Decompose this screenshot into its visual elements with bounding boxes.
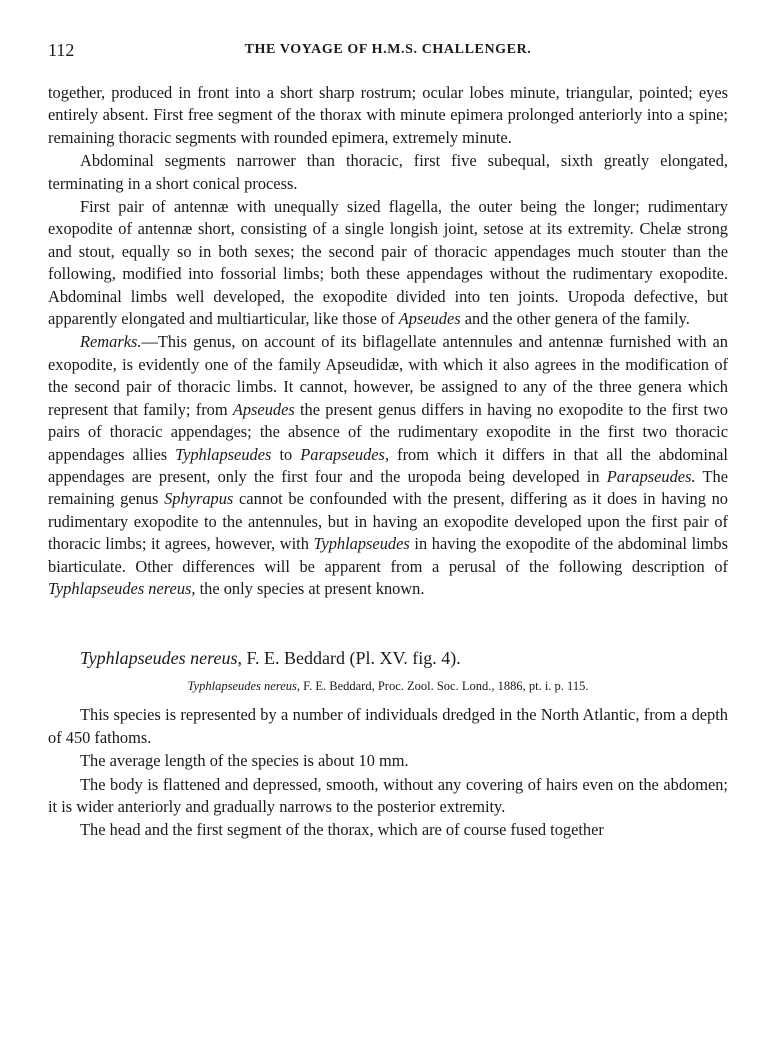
paragraph-abdominal-segments: Abdominal segments narrower than thoracic, first five subequal, sixth greatly elongated, terminating in a short conical process. bbox=[48, 151, 728, 193]
genus-name: Parapseudes, bbox=[300, 444, 390, 464]
text-run: the present genus differs in having no exopodite to the first two pairs of thoracic appendages; the absence of the rudimentary exopodite in the first two thoracic appendages allies bbox=[48, 399, 728, 464]
paragraph-head-thorax: The head and the first segment of the thorax, which are of course fused together bbox=[80, 820, 604, 840]
genus-name: Typhlapseudes bbox=[175, 444, 272, 464]
genus-name: Apseudes bbox=[232, 399, 295, 419]
synonymy-citation bbox=[48, 678, 728, 694]
remarks-label: Remarks. bbox=[80, 332, 142, 352]
text-run: in having the exopodite of the abdominal limbs biarticulate. Other differences will be apparent from a perusal of the following description of bbox=[48, 534, 728, 576]
citation-name: Typhlapseudes nereus, bbox=[187, 679, 301, 694]
running-title: THE VOYAGE OF H.M.S. CHALLENGER. bbox=[244, 42, 532, 57]
species-name: Typhlapseudes nereus, bbox=[48, 578, 196, 598]
text-run: the only species at present known. bbox=[199, 578, 425, 598]
text-run: to bbox=[279, 444, 293, 464]
paragraph-length: The average length of the species is about 10 mm. bbox=[80, 751, 409, 771]
text-run: First pair of antennæ with unequally sized flagella, the outer being the longer; rudimentary exopodite of antennæ short, consisting of a single longish joint, setose at its extremity. Chelæ strong and stout, equally so in both sexes; the second pair of thoracic appendages much stouter than the following, modified into fossorial limbs; both these appendages without the rudimentary exopodite. Abdominal limbs well developed, the exopodite divided into ten joints. Uropoda defective, but apparently elongated and multiarticular, like those of bbox=[48, 197, 728, 329]
paragraph-remarks bbox=[48, 331, 728, 600]
genus-name: Typhlapseudes bbox=[313, 534, 410, 554]
text-run: cannot be confounded with the present, differing as it does in having no rudimentary exopodite to the antennules, but in having an exopodite developed upon the first pair of thoracic limbs; it agrees, however, with bbox=[48, 489, 729, 554]
text-run: and the other genera of the family. bbox=[464, 309, 690, 329]
species-heading-name: Typhlapseudes nereus, bbox=[80, 648, 242, 669]
page-number: 112 bbox=[48, 40, 75, 60]
paragraph-specimens: This species is represented by a number of individuals dredged in the North Atlantic, from a depth of 450 fathoms. bbox=[48, 705, 728, 747]
running-head bbox=[48, 40, 728, 64]
paragraph-body-shape: The body is flattened and depressed, smooth, without any covering of hairs even on the abdomen; it is wider anteriorly and gradually narrows to the posterior extremity. bbox=[48, 774, 728, 816]
text-run: —This genus, on account of its biflagellate antennules and antennæ furnished with an exopodite, is evidently one of the family Apseudidæ, with which it also agrees in the modification of the second pair of thoracic limbs. It cannot, however, be assigned to any of the three genera which represent that family; from bbox=[48, 332, 728, 419]
paragraph-rostrum: together, produced in front into a short sharp rostrum; ocular lobes minute, triangular, pointed; eyes entirely absent. First free segment of the thorax with minute epimera prolonged anteriorly into a spine; remaining thoracic segments with rounded epimera, extremely minute. bbox=[48, 83, 728, 147]
citation-reference: F. E. Beddard, Proc. Zool. Soc. Lond., 1886, pt. i. p. 115. bbox=[303, 679, 589, 694]
genus-name: Parapseudes. bbox=[606, 466, 696, 486]
text-run: from which it differs in that all the abdominal appendages are present, only the first four and the uropoda being developed in bbox=[48, 444, 728, 486]
page bbox=[48, 40, 728, 843]
paragraph-antennae bbox=[48, 196, 728, 330]
genus-name: Sphyrapus bbox=[164, 489, 234, 509]
species-heading-authority: F. E. Beddard (Pl. XV. fig. 4). bbox=[246, 648, 461, 669]
text-run: The remaining genus bbox=[48, 466, 728, 509]
species-heading bbox=[80, 646, 728, 670]
genus-name: Apseudes bbox=[398, 309, 461, 329]
